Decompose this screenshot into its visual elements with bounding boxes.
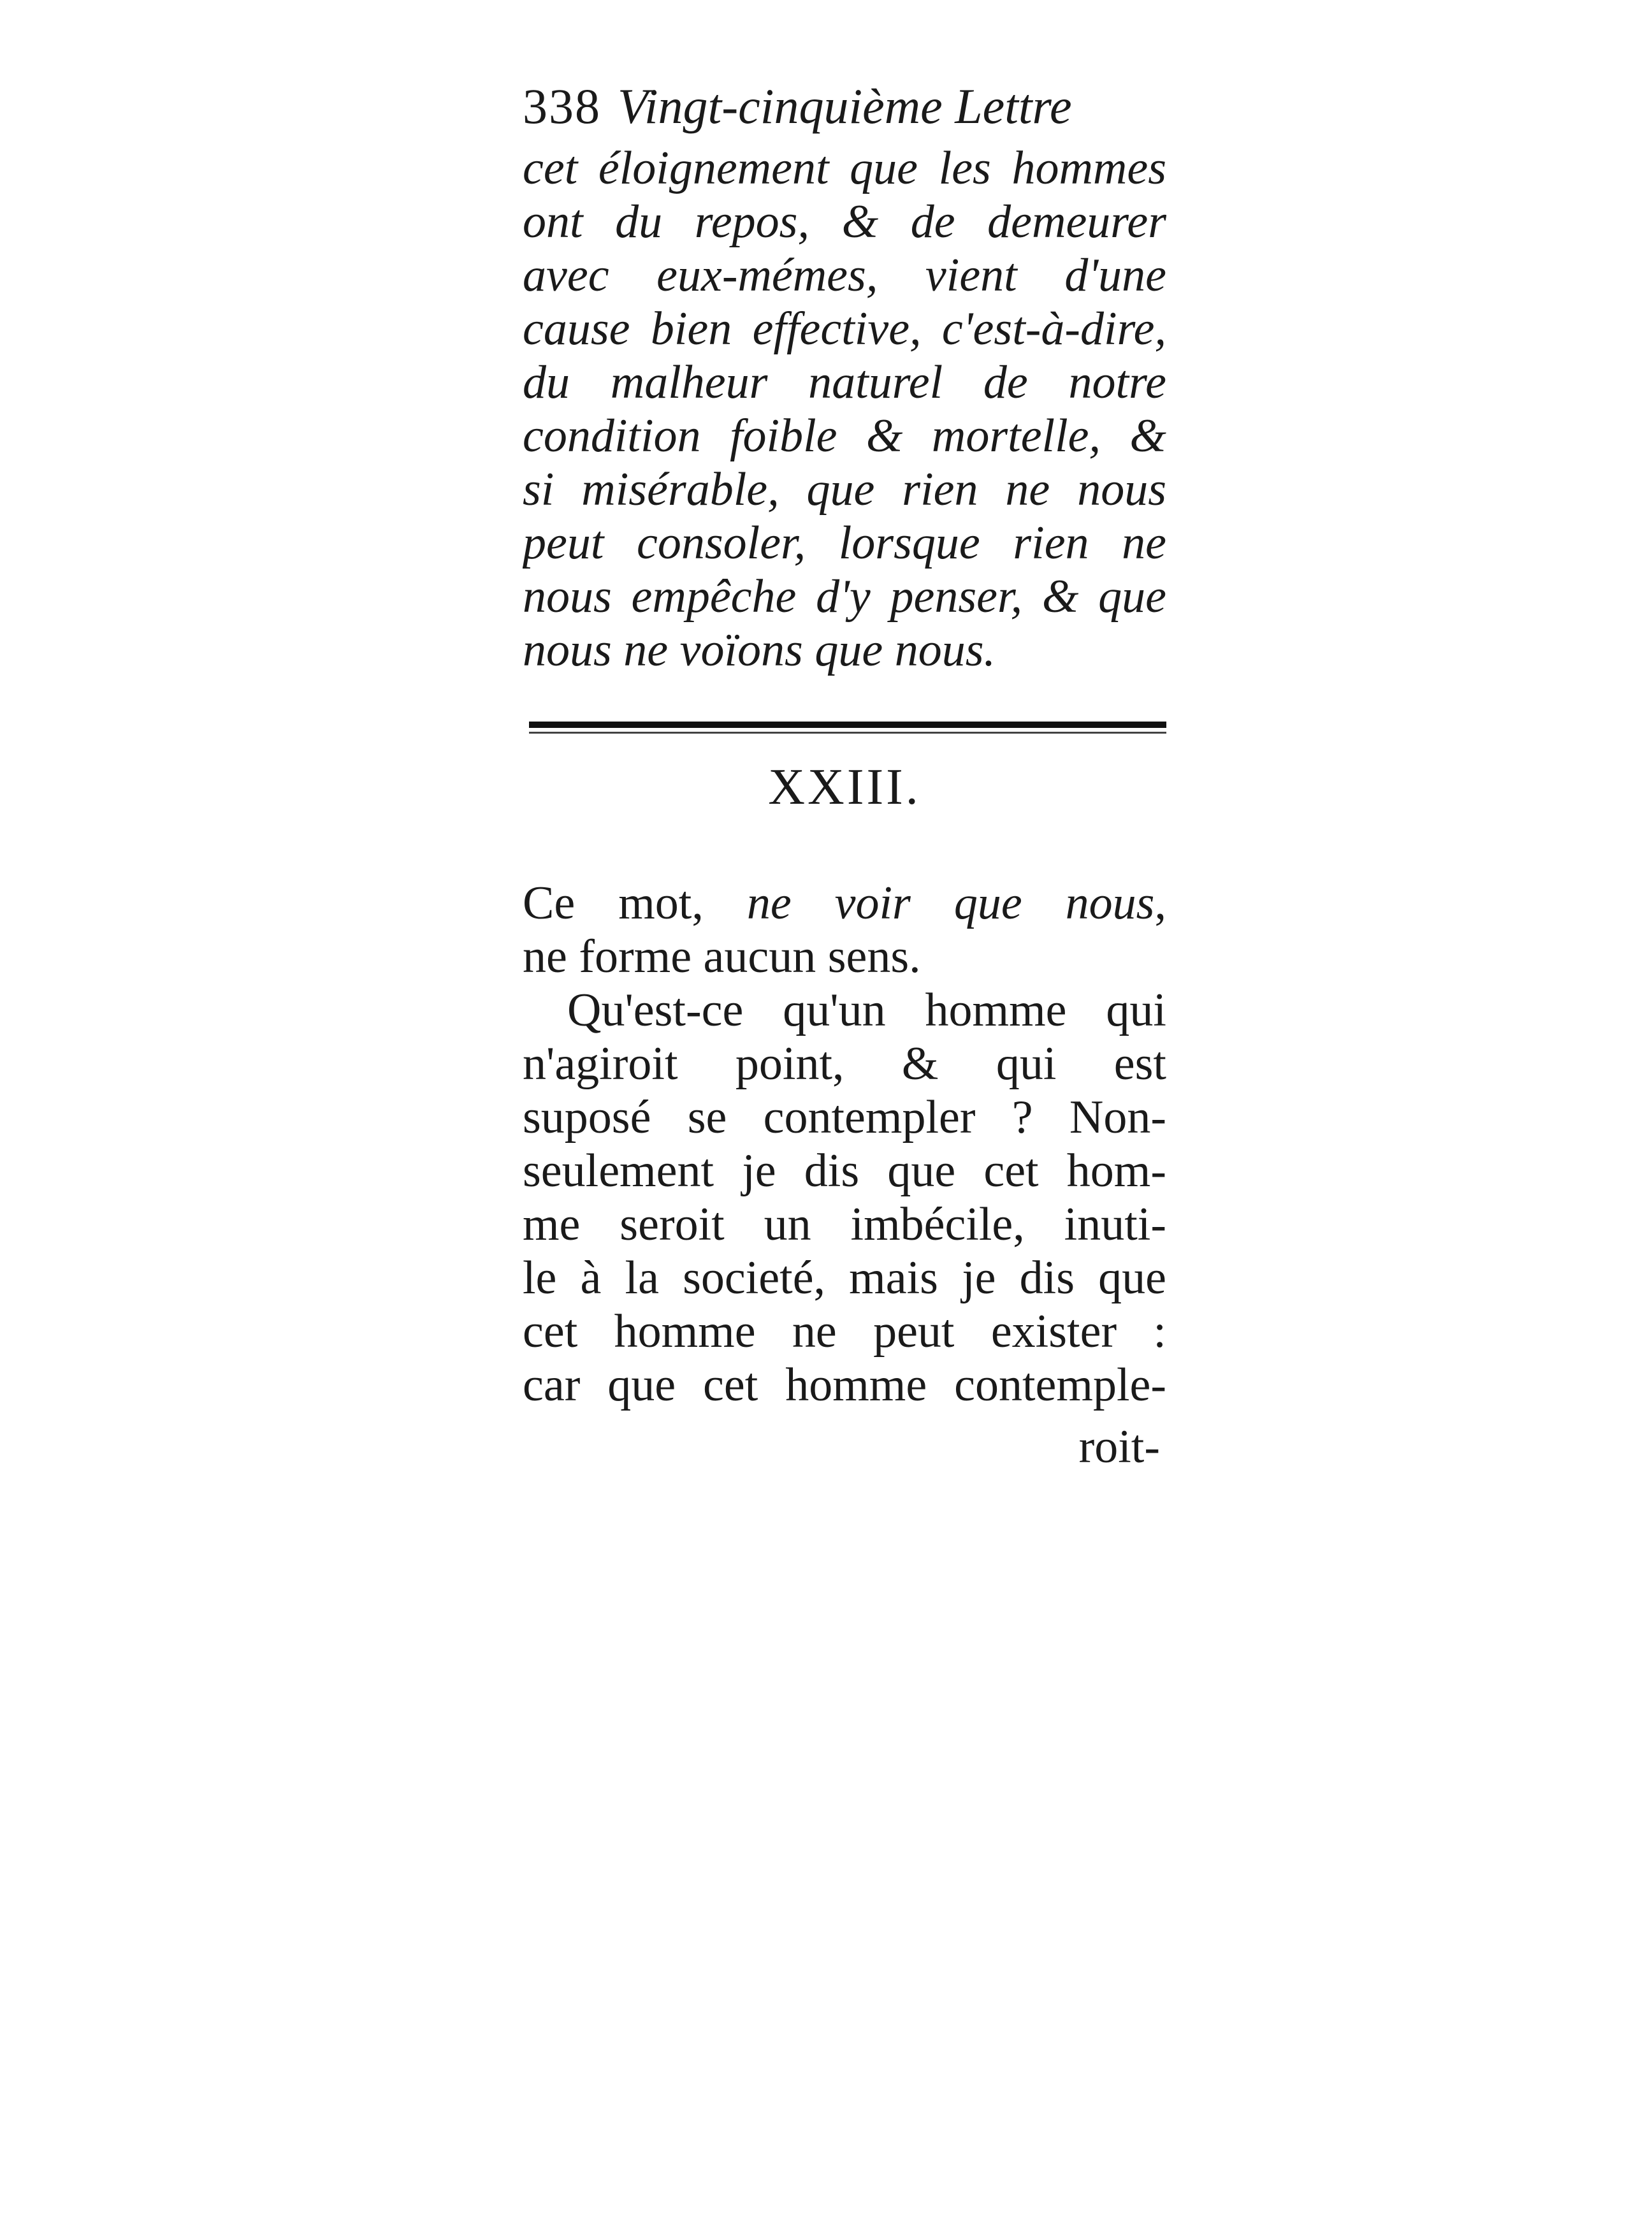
section-rule-thin	[529, 732, 1166, 734]
text-line: seulement je dis que cet hom-	[523, 1145, 1166, 1197]
text-line	[523, 876, 1166, 930]
section-heading: XXIII.	[768, 759, 921, 815]
text-line: cet homme ne peut exister :	[523, 1305, 1166, 1358]
catchword: roit-	[1078, 1421, 1160, 1473]
text-fragment: ,	[1154, 877, 1166, 929]
section-rule	[529, 722, 1166, 728]
text-line: n'agiroit point, & qui est	[523, 1038, 1166, 1090]
text-line: ne forme aucun sens.	[523, 931, 921, 983]
text-line: du malheur naturel de notre	[523, 356, 1166, 409]
running-title: Vingt-cinquième Lettre	[618, 78, 1072, 134]
text-line: cause bien effective, c'est-à-dire,	[523, 303, 1166, 355]
text-line: ont du repos, & de demeurer	[523, 196, 1166, 248]
text-line: suposé se contempler ? Non-	[523, 1091, 1166, 1143]
text-fragment-italic: ne voir que nous	[746, 877, 1155, 929]
text-line: me seroit un imbécile, inuti-	[523, 1198, 1166, 1251]
text-line: le à la societé, mais je dis que	[523, 1252, 1166, 1304]
text-line: car que cet homme contemple-	[523, 1359, 1166, 1411]
text-line: si misérable, que rien ne nous	[523, 463, 1166, 516]
text-line: cet éloignement que les hommes	[523, 142, 1166, 194]
text-line: peut consoler, lorsque rien ne	[523, 517, 1166, 569]
text-line: nous ne voïons que nous.	[523, 624, 996, 676]
paragraph-first-line: Qu'est-ce qu'un homme qui	[567, 984, 1166, 1036]
text-line: avec eux-mémes, vient d'une	[523, 249, 1166, 301]
text-line: condition foible & mortelle, &	[523, 410, 1166, 462]
page-number: 338	[523, 78, 601, 134]
running-header	[523, 71, 1166, 142]
text-fragment: Ce mot,	[523, 877, 747, 929]
text-line: nous empêche d'y penser, & que	[523, 570, 1166, 623]
